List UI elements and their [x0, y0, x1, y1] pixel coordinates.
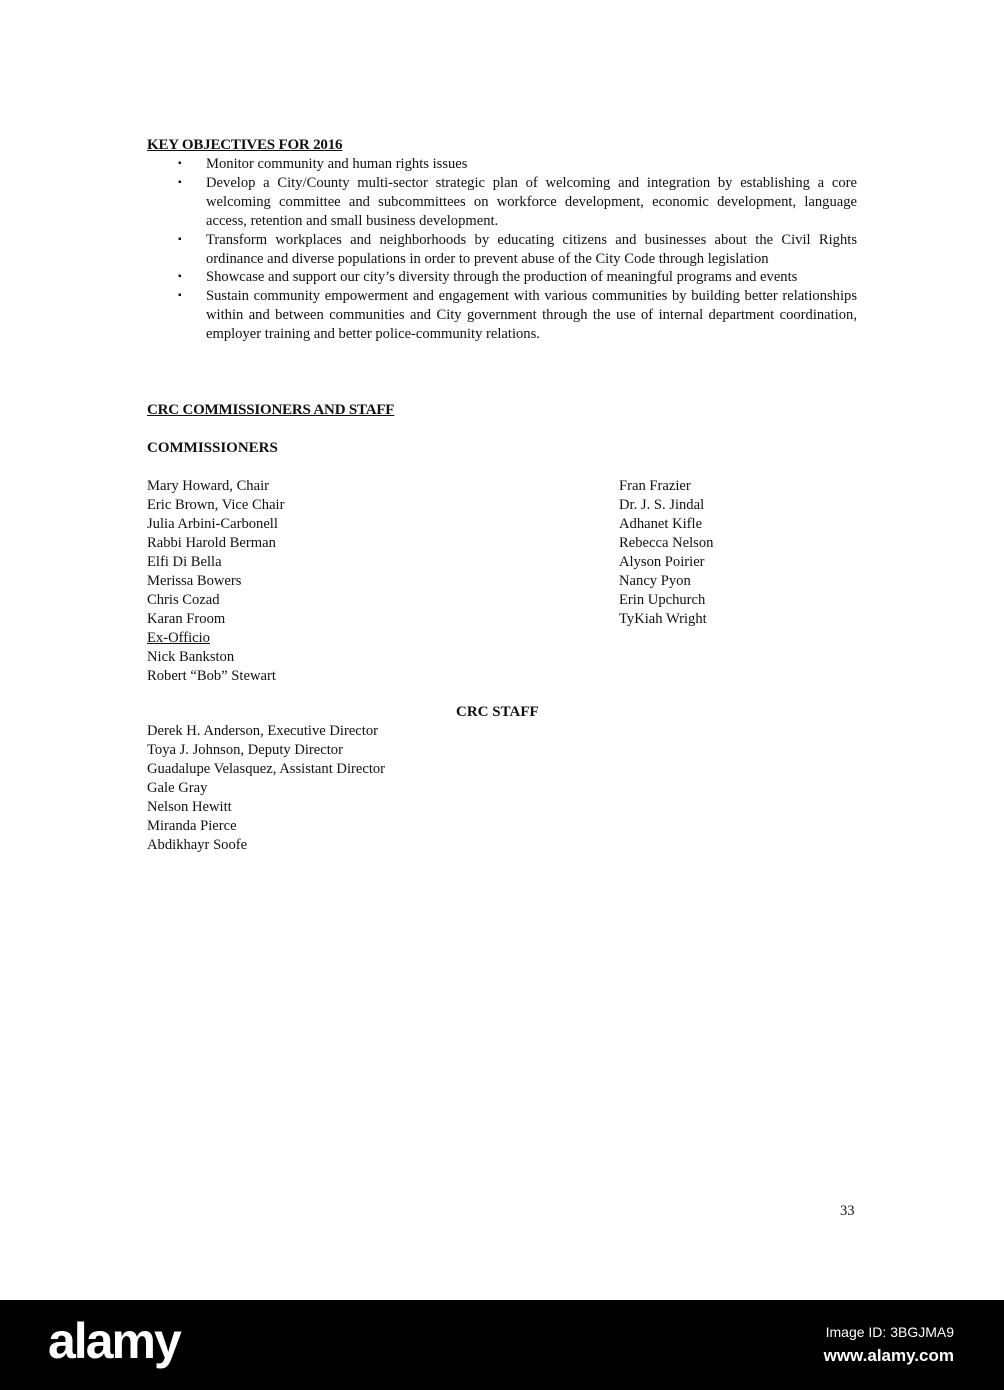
list-item: Karan Froom [147, 610, 226, 627]
image-id: Image ID: 3BGJMA9 [825, 1324, 954, 1340]
page-number: 33 [840, 1203, 855, 1219]
ex-officio-label: Ex-Officio [147, 629, 210, 646]
list-item: ▪ Sustain community empowerment and engagement with various communities by building better relationships within and between communities and City government through the use of internal department coordination, employer training and better police-community relations. [178, 288, 857, 343]
list-item: ▪ Showcase and support our city’s diversity through the production of meaningful programs and events [178, 269, 798, 286]
commissioners-right-column [619, 477, 713, 629]
list-item: Toya J. Johnson, Deputy Director [147, 741, 343, 758]
list-item: Adhanet Kifle [619, 515, 703, 532]
list-item: Miranda Pierce [147, 817, 237, 834]
list-item: TyKiah Wright [619, 610, 707, 627]
list-item: Robert “Bob” Stewart [147, 667, 276, 684]
crc-heading: CRC COMMISSIONERS AND STAFF [147, 402, 395, 418]
commissioners-left-column [147, 477, 284, 685]
list-item: ▪ Develop a City/County multi-sector strategic plan of welcoming and integration by establishing a core welcoming committee and subcommittees on workforce development, economic development, language access, retention and small business development. [178, 174, 857, 229]
list-item: Nick Bankston [147, 648, 235, 665]
list-item: Nelson Hewitt [147, 798, 232, 815]
bullet-icon: ▪ [178, 158, 182, 169]
list-item: Erin Upchurch [619, 591, 706, 608]
list-item: Alyson Poirier [619, 553, 705, 570]
list-item: Julia Arbini-Carbonell [147, 515, 278, 532]
bullet-icon: ▪ [178, 271, 182, 283]
staff-heading: CRC STAFF [456, 704, 539, 720]
watermark-bar [0, 1300, 1004, 1390]
list-item: Eric Brown, Vice Chair [147, 496, 285, 513]
list-item: ▪ Monitor community and human rights issues [178, 156, 468, 172]
list-item: Derek H. Anderson, Executive Director [147, 723, 378, 739]
staff-list [147, 722, 385, 855]
list-item: Abdikhayr Soofe [147, 836, 248, 853]
list-item: Rabbi Harold Berman [147, 534, 276, 551]
commissioners-heading: COMMISSIONERS [147, 440, 278, 456]
alamy-logo: alamy [48, 1313, 180, 1369]
bullet-icon: ▪ [178, 176, 182, 188]
objectives-list [147, 155, 857, 344]
list-item: Nancy Pyon [619, 572, 691, 589]
bullet-icon: ▪ [178, 233, 182, 245]
list-item: Rebecca Nelson [619, 534, 714, 551]
bullet-icon: ▪ [178, 290, 182, 302]
list-item: ▪ Transform workplaces and neighborhoods by educating citizens and businesses about the Civil Rights ordinance and diverse populations in order to prevent abuse of the City Code through legislation [178, 231, 857, 267]
list-item: Elfi Di Bella [147, 553, 222, 570]
list-item: Merissa Bowers [147, 572, 242, 589]
list-item: Guadalupe Velasquez, Assistant Director [147, 760, 386, 777]
list-item: Mary Howard, Chair [147, 478, 269, 494]
site-url: www.alamy.com [823, 1346, 954, 1365]
list-item: Gale Gray [147, 779, 208, 796]
list-item: Dr. J. S. Jindal [619, 496, 705, 513]
list-item: Chris Cozad [147, 591, 220, 608]
list-item: Fran Frazier [619, 478, 691, 494]
objectives-heading: KEY OBJECTIVES FOR 2016 [147, 137, 343, 153]
